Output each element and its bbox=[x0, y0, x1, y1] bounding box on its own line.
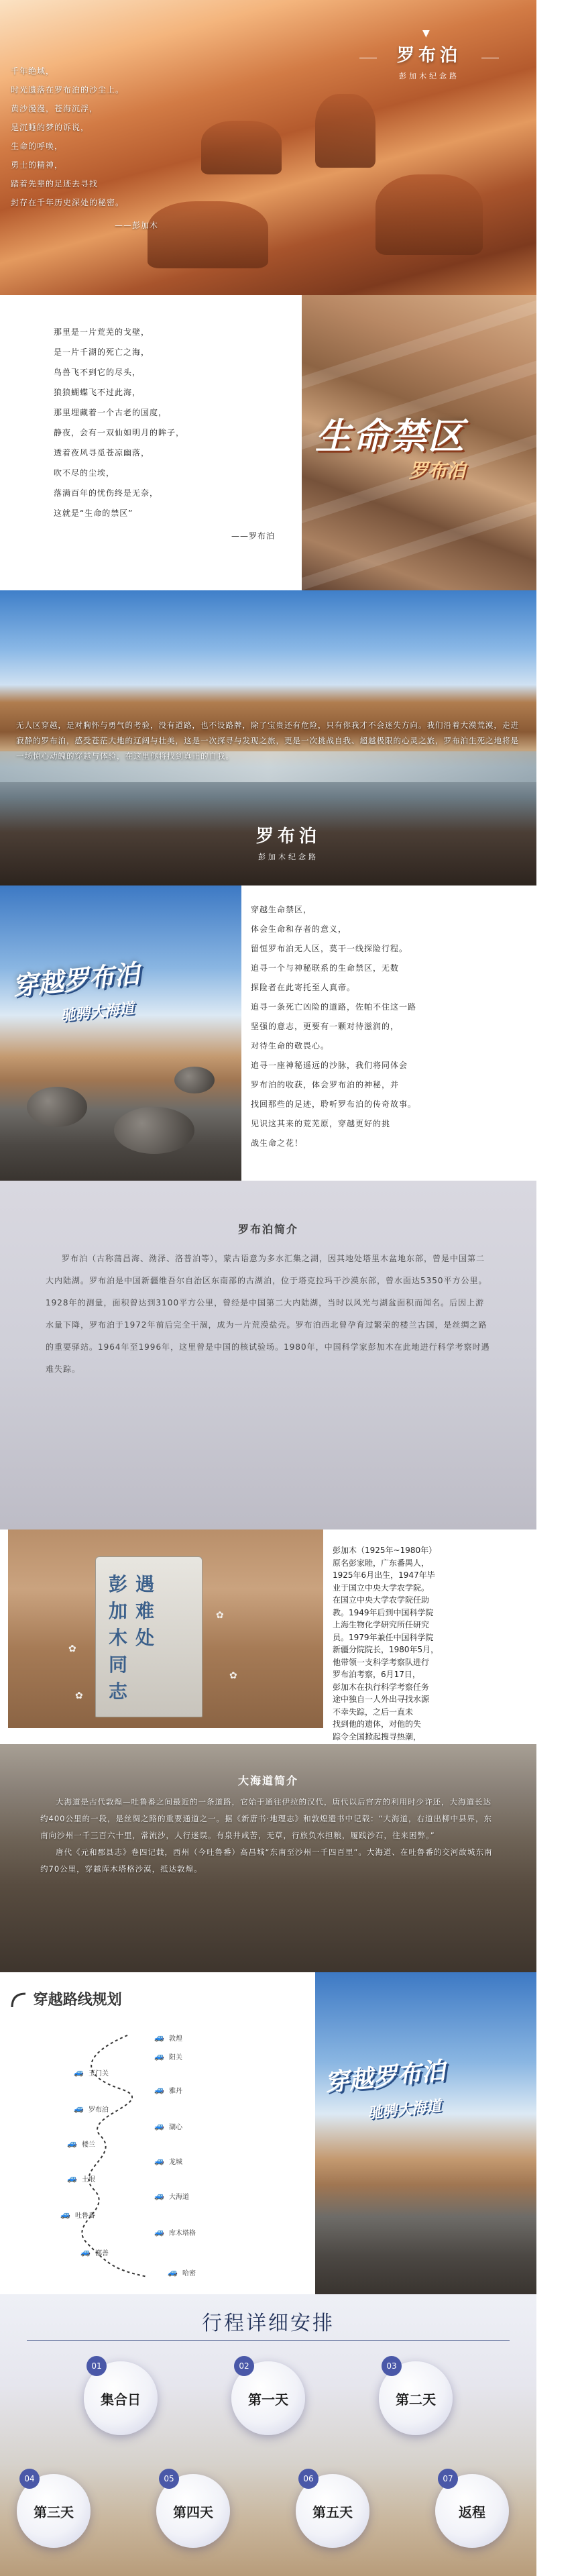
poem-line: 千年绝域， bbox=[11, 66, 55, 76]
badge-title: 罗布泊 bbox=[396, 46, 461, 66]
chevron-down-icon: ▼ bbox=[422, 28, 430, 39]
poem-line: 那里埋藏着一个古老的国度， bbox=[54, 408, 168, 417]
poem-line: 鸟兽飞不到它的尽头， bbox=[54, 368, 141, 377]
bio-line: 原名彭家睦，广东番禺人， bbox=[333, 1558, 430, 1568]
stele-char: 木 bbox=[109, 1627, 128, 1649]
text-line: 穿越生命禁区， bbox=[251, 905, 312, 914]
car-icon: 🚙 bbox=[154, 2051, 164, 2061]
yardang-rock bbox=[315, 94, 375, 168]
text-line: 追寻一条死亡凶险的道路，佐帕不住这一路 bbox=[251, 1002, 417, 1012]
bio-line: 彭加木（1925年~1980年） bbox=[333, 1546, 437, 1555]
poem-line: 黄沙漫漫，苍海沉浮， bbox=[11, 104, 99, 113]
car-icon: 🚙 bbox=[154, 2121, 164, 2131]
poem-line: 吹不尽的尘埃， bbox=[54, 468, 115, 478]
day-label: 集合日 bbox=[101, 2391, 141, 2408]
car-icon: 🚙 bbox=[67, 2139, 77, 2148]
text-line: 留恒罗布泊无人区，莫干一线探险行程。 bbox=[251, 944, 408, 953]
crossing-text bbox=[251, 900, 526, 1153]
stele-char: 同 bbox=[109, 1654, 128, 1676]
day-number: 05 bbox=[159, 2469, 179, 2489]
panorama-badge bbox=[221, 822, 355, 862]
paragraph: 唐代《元和郡县志》卷四记载，西州（今吐鲁番）高昌城“东南至沙州一千四百里”。大海道、在吐鲁番的交河故城东南约70公里，穿越库木塔格沙漠，抵达敦煌。 bbox=[40, 1847, 493, 1874]
car-icon: 🚙 bbox=[154, 2085, 164, 2094]
text-line: 追寻一座神秘遥远的沙脉，我们将同体会 bbox=[251, 1061, 408, 1070]
text-line: 见识这其来的荒芜原，穿越更好的挑 bbox=[251, 1119, 391, 1128]
route-stop: 雅丹 bbox=[169, 2088, 182, 2095]
car-icon: 🚙 bbox=[67, 2174, 77, 2183]
route-stop: 库木塔格 bbox=[169, 2230, 196, 2237]
route-arc-icon bbox=[9, 1991, 28, 2010]
poem-line: 是一片千湖的死亡之海， bbox=[54, 347, 150, 357]
stele-char: 加 bbox=[109, 1600, 128, 1622]
route-title-text: 穿越路线规划 bbox=[33, 1992, 122, 2008]
bio-line: 教。1949年后到中国科学院 bbox=[333, 1607, 434, 1617]
route-map bbox=[54, 2029, 262, 2284]
day-card-3[interactable] bbox=[17, 2474, 91, 2548]
route-title bbox=[9, 1988, 122, 2010]
bio-line: 找到他的遗体，对他的失 bbox=[333, 1719, 422, 1729]
crossing-photo bbox=[0, 885, 241, 1181]
bio-line: 在国立中央大学农学院任助 bbox=[333, 1595, 430, 1605]
crossing-title: 穿越罗布泊 bbox=[323, 2057, 447, 2098]
bio-line: 1925年6月出生，1947年毕 bbox=[333, 1570, 435, 1580]
panorama-section bbox=[0, 590, 536, 885]
panorama-text: 无人区穿越，是对胸怀与勇气的考验，没有道路，也不设路牌，除了宝贵还有危险，只有你我才不会迷失方向。我们沿着大漠荒漠，走进寂静的罗布泊，感受苍茫大地的辽阔与壮美，这是一次探寻与发现之旅，更是一次挑战自我、超越极限的心灵之旅，罗布泊生死之地将是一场惊心动魄的穿越与体验，在这里你将找到真正的自我。 bbox=[16, 720, 519, 761]
stone bbox=[114, 1107, 194, 1154]
ancient-road-title: 大海道简介 bbox=[237, 1774, 298, 1787]
stele-char: 处 bbox=[135, 1627, 155, 1649]
car-icon: 🚙 bbox=[154, 2156, 164, 2165]
route-stop: 罗布泊 bbox=[89, 2106, 109, 2114]
bio-line: 新疆分院院长，1980年5月， bbox=[333, 1645, 439, 1654]
route-stop: 吐鲁番 bbox=[75, 2212, 95, 2220]
poem-line: 这就是“生命的禁区” bbox=[54, 508, 133, 518]
poem-line: 那里是一片荒芜的戈壁， bbox=[54, 327, 150, 337]
poem-line: 静夜，会有一双仙如明月的眸子， bbox=[54, 428, 185, 437]
yardang-rock bbox=[375, 174, 483, 255]
route-stop: 哈密 bbox=[182, 2270, 196, 2277]
yardang-rock bbox=[148, 201, 268, 268]
pengjiamu-bio bbox=[333, 1544, 528, 1768]
crossing-subtitle: 驰骋大海道 bbox=[60, 1000, 135, 1025]
intro-text: 罗布泊（古称蒲昌海、泑泽、洛普泊等），蒙古语意为多水汇集之湖，因其地处塔里木盆地东部，曾是中国第二大内陆湖。罗布泊是中国新疆维吾尔自治区东南部的古湖泊，位于塔克拉玛干沙漠东部，曾水面达5350平方公里。1928年的测量，面积曾达到3100平方公里，曾经是中国第二大内陆湖，当时以风光与湖盆面积而闻名。后因上游水量下降，罗布泊于1972年前后完全干涸，成为一片荒漠盐壳。罗布泊西北曾孕育过繁荣的楼兰古国，是丝绸之路的重要驿站。1964年至1996年，这里曾是中国的核试验场。1980年，中国科学家彭加木在此地进行科学考察时遇难失踪。 bbox=[46, 1254, 490, 1374]
bio-line: 他带领一支科学考察队进行 bbox=[333, 1657, 430, 1667]
poem-line: 是沉睡的梦的诉说， bbox=[11, 123, 90, 132]
hero-poem bbox=[11, 62, 158, 235]
text-line: 坚强的意志，更要有一颗对待滋润的， bbox=[251, 1022, 400, 1031]
bio-line: 罗布泊考察，6月17日， bbox=[333, 1670, 420, 1679]
bio-line: 不幸失踪，之后一直未 bbox=[333, 1707, 414, 1717]
day-label: 第四天 bbox=[173, 2504, 213, 2520]
text-line: 找回那些的足迹，聆听罗布泊的传奇故事。 bbox=[251, 1099, 417, 1109]
poem-signature: ——罗布泊 bbox=[231, 531, 275, 541]
poem-line: 时光遗落在罗布泊的沙尘上。 bbox=[11, 85, 125, 95]
route-stop: 土垠 bbox=[82, 2176, 95, 2184]
text-line: 罗布泊的收获，体会罗布泊的神秘，并 bbox=[251, 1080, 400, 1089]
route-stop: 阳关 bbox=[169, 2054, 182, 2061]
day-card-2[interactable] bbox=[379, 2361, 453, 2435]
day-label: 第三天 bbox=[34, 2504, 74, 2520]
intro-section bbox=[0, 1181, 536, 1529]
day-label: 第一天 bbox=[248, 2391, 288, 2408]
bio-line: 踪令全国掀起搜寻热潮， bbox=[333, 1731, 422, 1741]
paragraph: 大海道是古代敦煌—吐鲁番之间最近的一条道路，它始于通往伊拉的汉代，唐代以后官方的利用时少许还，大海道长达约400公里的一段，是丝绸之路的重要通道之一。据《新唐书·地理志》和敦煌遗书中记载：“大海道，右道出柳中县界，东南向沙州一千三百六十里，常流沙，人行迷误。有泉井咸苦，无草，行旅负水担粮，履践沙石，往来困弊。” bbox=[40, 1797, 493, 1840]
day-number: 02 bbox=[234, 2356, 254, 2376]
day-card-gather[interactable] bbox=[84, 2361, 158, 2435]
stone bbox=[27, 1087, 87, 1127]
day-card-4[interactable] bbox=[156, 2474, 230, 2548]
poem-line: 踏着先辈的足迹去寻找 bbox=[11, 179, 99, 189]
memorial-photo bbox=[8, 1529, 323, 1728]
poem-section bbox=[0, 295, 536, 590]
car-icon: 🚙 bbox=[168, 2267, 178, 2277]
car-icon: 🚙 bbox=[154, 2191, 164, 2200]
day-card-1[interactable] bbox=[231, 2361, 305, 2435]
day-number: 06 bbox=[298, 2469, 319, 2489]
car-icon: 🚙 bbox=[80, 2247, 91, 2257]
poem-line: 勇士的精神， bbox=[11, 160, 64, 170]
bio-line: 途中独自一人外出寻找水源 bbox=[333, 1695, 430, 1704]
pengjiamu-section bbox=[0, 1529, 536, 1744]
car-icon: 🚙 bbox=[154, 2227, 164, 2237]
hero-badge bbox=[355, 28, 503, 81]
stele-char: 志 bbox=[109, 1680, 128, 1703]
crossing-subtitle: 驰骋大海道 bbox=[367, 2098, 443, 2123]
stele-char: 难 bbox=[135, 1600, 155, 1622]
ancient-road-text bbox=[40, 1794, 496, 1878]
text-line: 对待生命的敬畏心。 bbox=[251, 1041, 330, 1051]
route-stop: 大海道 bbox=[169, 2194, 189, 2201]
crossing-title: 穿越罗布泊 bbox=[11, 959, 141, 1002]
day-label: 返程 bbox=[459, 2504, 485, 2520]
route-photo bbox=[315, 1972, 536, 2294]
car-icon: 🚙 bbox=[154, 2033, 164, 2042]
day-number: 07 bbox=[438, 2469, 458, 2489]
day-number: 03 bbox=[382, 2356, 402, 2376]
stele-char: 彭 bbox=[109, 1573, 128, 1595]
day-label: 第二天 bbox=[396, 2391, 436, 2408]
poem-line: 狼狼蝴蝶飞不过此海， bbox=[54, 388, 141, 397]
text-line: 体会生命和存者的意义， bbox=[251, 924, 347, 934]
poem-line: 透着夜风寻觅苍凉幽落， bbox=[54, 448, 150, 458]
route-stop: 楼兰 bbox=[82, 2141, 95, 2149]
forbidden-zone-title: 生命禁区 bbox=[315, 415, 465, 458]
flower-icon: ✿ bbox=[75, 1690, 83, 1701]
bio-line: 上海生物化学研究所任研究 bbox=[333, 1620, 430, 1629]
badge-subtitle: 彭加木纪念路 bbox=[258, 853, 319, 861]
ancient-road-section bbox=[0, 1744, 536, 1972]
stone bbox=[174, 1067, 215, 1093]
poem-signature: ——彭加木 bbox=[114, 221, 158, 230]
poem-block bbox=[54, 322, 275, 546]
day-number: 01 bbox=[86, 2356, 107, 2376]
car-icon: 🚙 bbox=[74, 2068, 84, 2077]
route-stop: 敦煌 bbox=[169, 2035, 182, 2043]
day-card-5[interactable] bbox=[296, 2474, 369, 2548]
day-number: 04 bbox=[19, 2469, 40, 2489]
text-line: 战生命之花！ bbox=[251, 1138, 304, 1148]
flower-icon: ✿ bbox=[216, 1610, 224, 1621]
badge-title: 罗布泊 bbox=[255, 826, 321, 847]
bio-line: 业于国立中央大学农学院。 bbox=[333, 1582, 430, 1593]
crossing-section bbox=[0, 885, 536, 1181]
poem-line: 封存在千年历史深处的秘密。 bbox=[11, 198, 125, 207]
poem-line: 落满百年的忧伤终是无奈， bbox=[54, 488, 159, 498]
forbidden-zone-subtitle: 罗布泊 bbox=[409, 460, 466, 482]
yardang-rock bbox=[201, 121, 282, 174]
flower-icon: ✿ bbox=[68, 1644, 76, 1654]
day-label: 第五天 bbox=[312, 2504, 353, 2520]
text-line: 探险者在此寄托至人真帝。 bbox=[251, 983, 356, 992]
bio-line: 员。1979年兼任中国科学院 bbox=[333, 1632, 434, 1642]
schedule-title: 行程详细安排 bbox=[202, 2312, 335, 2335]
car-icon: 🚙 bbox=[74, 2104, 84, 2113]
schedule-section bbox=[0, 2294, 536, 2576]
day-card-return[interactable] bbox=[435, 2474, 509, 2548]
stele-char: 遇 bbox=[135, 1573, 155, 1595]
divider bbox=[27, 2340, 510, 2341]
intro-title: 罗布泊简介 bbox=[237, 1223, 298, 1236]
bio-line: 彭加木在执行科学考察任务 bbox=[333, 1682, 430, 1692]
badge-subtitle: 彭加木纪念路 bbox=[399, 72, 459, 80]
route-stop: 湖心 bbox=[169, 2124, 182, 2131]
flower-icon: ✿ bbox=[229, 1670, 237, 1681]
route-section bbox=[0, 1972, 536, 2294]
poem-line: 生命的呼唤， bbox=[11, 142, 64, 151]
route-stop: 鄯善 bbox=[95, 2250, 109, 2257]
text-line: 追寻一个与神秘联系的生命禁区，无数 bbox=[251, 963, 400, 973]
car-icon: 🚙 bbox=[60, 2210, 70, 2219]
hero-banner bbox=[0, 0, 536, 295]
route-stop: 龙城 bbox=[169, 2159, 182, 2166]
route-stop: 玉门关 bbox=[89, 2070, 109, 2078]
